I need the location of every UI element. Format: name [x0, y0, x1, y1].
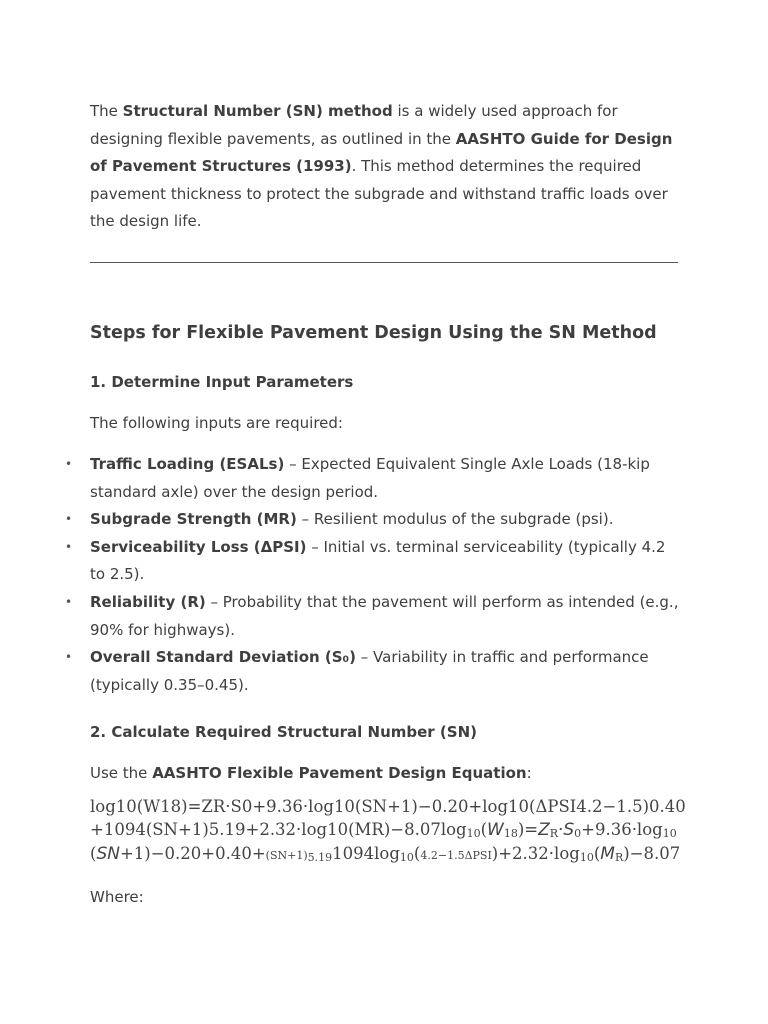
bullet-icon: • — [65, 512, 73, 527]
bullet-icon: • — [65, 650, 73, 665]
where-label: Where: — [90, 888, 144, 906]
equation-rendered: log — [440, 819, 467, 839]
equation-name: AASHTO Flexible Pavement Design Equation — [152, 764, 527, 782]
equation-subscript: 5.19 — [307, 851, 333, 864]
list-item — [65, 451, 682, 506]
intro-paragraph — [90, 98, 682, 236]
equation-subscript: 10 — [662, 826, 677, 840]
input-parameters-list — [65, 451, 682, 699]
intro-bold-sn-method: Structural Number (SN) method — [122, 102, 393, 120]
use-text: Use the — [90, 764, 153, 782]
equation-rendered: +9.36·log — [581, 819, 663, 839]
equation-small: (SN+1) — [265, 849, 308, 862]
list-item-desc: – Expected Equivalent Single Axle Loads (18-kip standard axle) over the design period. — [90, 455, 650, 501]
equation-subscript: R — [549, 826, 559, 840]
list-item-term: Overall Standard Deviation (S₀) — [90, 648, 356, 667]
equation-var: M — [600, 844, 615, 864]
equation-small: 4.2−1.5ΔPSI — [420, 849, 492, 862]
bullet-icon: • — [65, 457, 73, 471]
equation-subscript: 10 — [466, 826, 481, 840]
list-item-term: Traffic Loading (ESALs) — [90, 455, 285, 473]
step-2-lead — [90, 762, 532, 784]
equation-subscript: 10 — [579, 851, 594, 864]
list-item-term: Serviceability Loss (ΔPSI) — [90, 537, 307, 556]
bullet-icon: • — [65, 594, 73, 609]
equation-rendered: )−8.07 — [623, 844, 681, 863]
equation-rendered: )+2.32·log — [491, 844, 580, 863]
list-item — [65, 534, 682, 589]
list-item-desc: – Initial vs. terminal serviceability (typically 4.2 to 2.5). — [90, 537, 666, 584]
equation-var: SN — [96, 844, 120, 864]
intro-bold-aashto-guide: AASHTO Guide for Design of Pavement Structures (1993) — [90, 129, 673, 176]
list-item-desc: – Probability that the pavement will perform as intended (e.g., 90% for highways). — [90, 592, 679, 639]
step-2-heading: 2. Calculate Required Structural Number (SN) — [90, 723, 477, 741]
list-item-term: Subgrade Strength (MR) — [90, 510, 297, 529]
step-1-lead: The following inputs are required: — [90, 414, 343, 432]
list-item — [65, 589, 682, 644]
aashto-equation: $\log 10(W18)=ZR\cdot S0+9.36\cdot\log 10(SN+1)-0.20+\log 10(\Delta PSI4.2-1.5)0.40+1094(SN+1)5.19+2.32\cdot\log 10(MR)-8.07\log_{10}(W_{18})=Z_R\cdot S_0+9.36\cdot\log_{10}{}(SN+1)-0.20+0.40+(SN+1)_{5.19}1094\log_{10}(4.2-1.5\Delta PSI)+2.32\cdot\log_{10}(M_R)-8.07$ — [90, 797, 686, 864]
bullet-icon: • — [65, 539, 73, 554]
equation-subscript: 18 — [503, 826, 518, 840]
step-1-heading: 1. Determine Input Parameters — [90, 373, 354, 391]
horizontal-divider — [90, 262, 678, 263]
intro-text: . This method determines the required pavement thickness to protect the subgrade and withstand traffic loads over the design life. — [90, 157, 668, 231]
equation-rendered: 1094 — [332, 844, 375, 863]
section-heading: Steps for Flexible Pavement Design Using the SN Method — [90, 323, 657, 343]
equation-var: Z — [538, 819, 550, 840]
equation-var: W — [487, 819, 504, 840]
list-item — [65, 644, 682, 699]
equation-rendered: )= — [517, 819, 539, 839]
intro-text: is a widely used approach for designing flexible pavements, as outlined in the — [90, 102, 618, 148]
equation-rendered: log — [374, 844, 400, 863]
intro-text: The — [90, 102, 123, 120]
list-item-desc: – Variability in traffic and performance (typically 0.35–0.45). — [90, 648, 649, 694]
list-item-desc: – Resilient modulus of the subgrade (psi). — [296, 510, 614, 529]
equation-subscript: 10 — [399, 851, 414, 864]
equation-var: S — [563, 819, 575, 840]
equation-rendered: +1)−0.20+0.40+ — [119, 844, 266, 863]
equation-rendered: · — [558, 819, 564, 839]
equation-subscript: R — [614, 851, 624, 864]
list-item-term: Reliability (R) — [90, 592, 206, 611]
equation-plain-text: log10(W18)=ZR·S0+9.36·log10(SN+1)−0.20+log10(ΔPSI4.2−1.5)0.40+1094(SN+1)5.19+2.32·log10(MR)−8.07 — [90, 797, 686, 839]
equation-subscript: 0 — [574, 826, 582, 840]
list-item — [65, 506, 682, 534]
use-text: : — [526, 764, 532, 782]
